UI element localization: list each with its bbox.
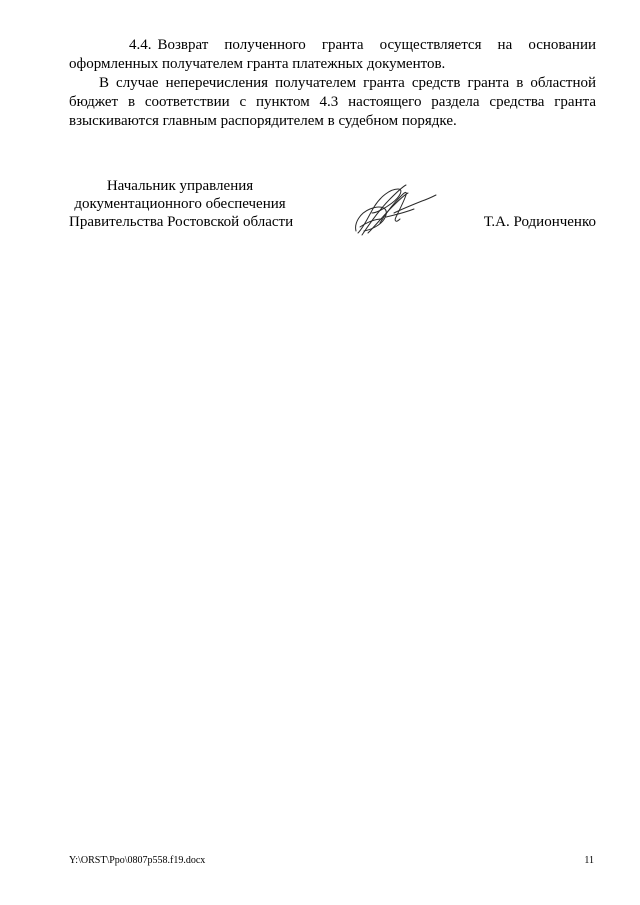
- signatory-title-line-3: Правительства Ростовской области: [69, 214, 294, 230]
- signature-block: [60, 177, 600, 247]
- footer-page-number: 11: [584, 855, 594, 866]
- signatory-title: [60, 177, 300, 231]
- paragraph-non-transfer: В случае неперечисления получателем гранта средств гранта в областной бюджет в соответствии с пунктом 4.3 настоящего раздела средства гранта взыскиваются главным распорядителем в судебном порядке.: [69, 75, 596, 129]
- signatory-name: Т.А. Родионченко: [483, 214, 596, 230]
- paragraph-number: 4.4.: [129, 37, 152, 53]
- handwritten-signature-icon: [350, 183, 440, 237]
- body-text: [69, 36, 596, 131]
- footer-file-path: Y:\ORST\Ppo\0807p558.f19.docx: [69, 855, 206, 866]
- paragraph-4-4: [69, 36, 596, 74]
- paragraph-4-4-text: Возврат полученного гранта осуществляется на основании оформленных получателем гранта платежных документов.: [69, 37, 596, 72]
- signatory-title-line-2: документационного обеспечения: [74, 196, 286, 212]
- signatory-title-line-1: Начальник управления: [106, 178, 254, 194]
